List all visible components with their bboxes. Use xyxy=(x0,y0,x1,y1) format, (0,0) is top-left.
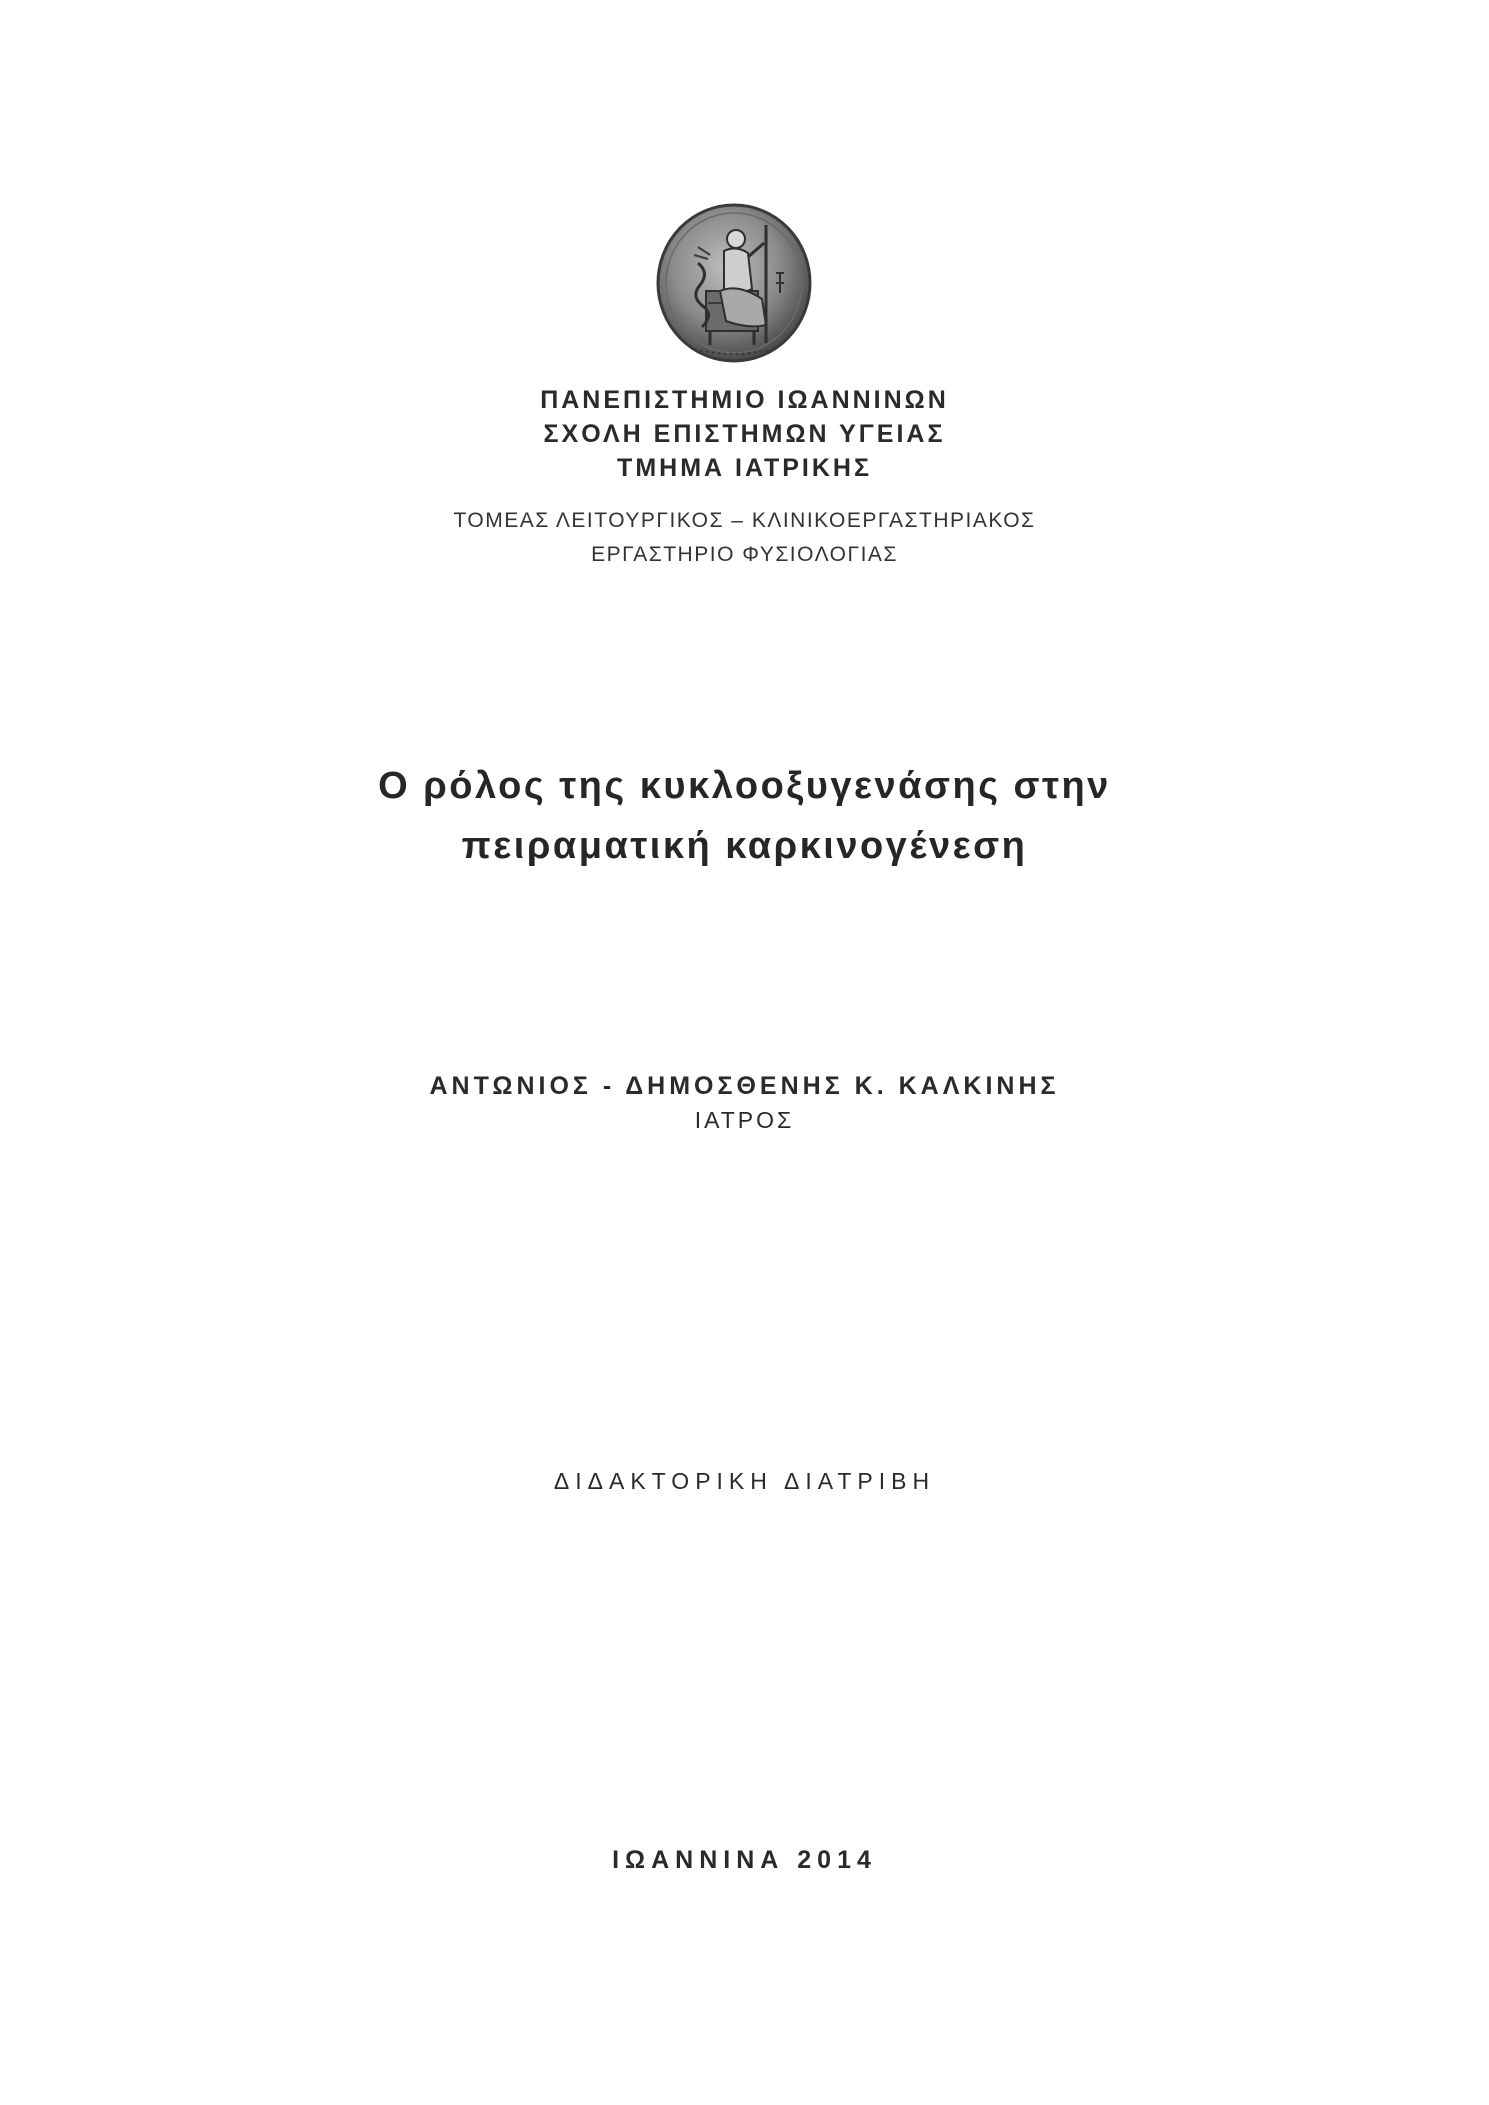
author-name: ΑΝΤΩΝΙΟΣ - ΔΗΜΟΣΘΕΝΗΣ Κ. ΚΑΛΚΙΝΗΣ xyxy=(429,1072,1060,1100)
department-name: ΤΜΗΜΑ ΙΑΤΡΙΚΗΣ xyxy=(617,454,872,482)
sector-block xyxy=(0,504,1489,572)
thesis-title-line-2: πειραματική καρκινογένεση xyxy=(461,825,1028,867)
place-year-label: ΙΩΑΝΝΙΝΑ 2014 xyxy=(612,1846,877,1874)
author-profession: ΙΑΤΡΟΣ xyxy=(694,1107,795,1133)
institution-block xyxy=(0,383,1489,485)
sector-name: ΤΟΜΕΑΣ ΛΕΙΤΟΥΡΓΙΚΟΣ – ΚΛΙΝΙΚΟΕΡΓΑΣΤΗΡΙΑΚΟΣ xyxy=(453,509,1036,532)
document-type-label: ΔΙΔΑΚΤΟΡΙΚΗ ΔΙΑΤΡΙΒΗ xyxy=(553,1468,936,1494)
document-type xyxy=(0,1464,1489,1498)
university-name: ΠΑΝΕΠΙΣΤΗΜΙΟ ΙΩΑΝΝΙΝΩΝ xyxy=(540,386,949,414)
thesis-title-line-1: Ο ρόλος της κυκλοοξυγενάσης στην xyxy=(378,765,1111,807)
school-name: ΣΧΟΛΗ ΕΠΙΣΤΗΜΩΝ ΥΓΕΙΑΣ xyxy=(543,420,946,448)
university-coin-seal-icon xyxy=(654,203,814,363)
laboratory-name: ΕΡΓΑΣΤΗΡΙΟ ΦΥΣΙΟΛΟΓΙΑΣ xyxy=(591,543,898,566)
place-year xyxy=(0,1843,1489,1877)
thesis-title xyxy=(0,756,1489,876)
author-block xyxy=(0,1069,1489,1137)
